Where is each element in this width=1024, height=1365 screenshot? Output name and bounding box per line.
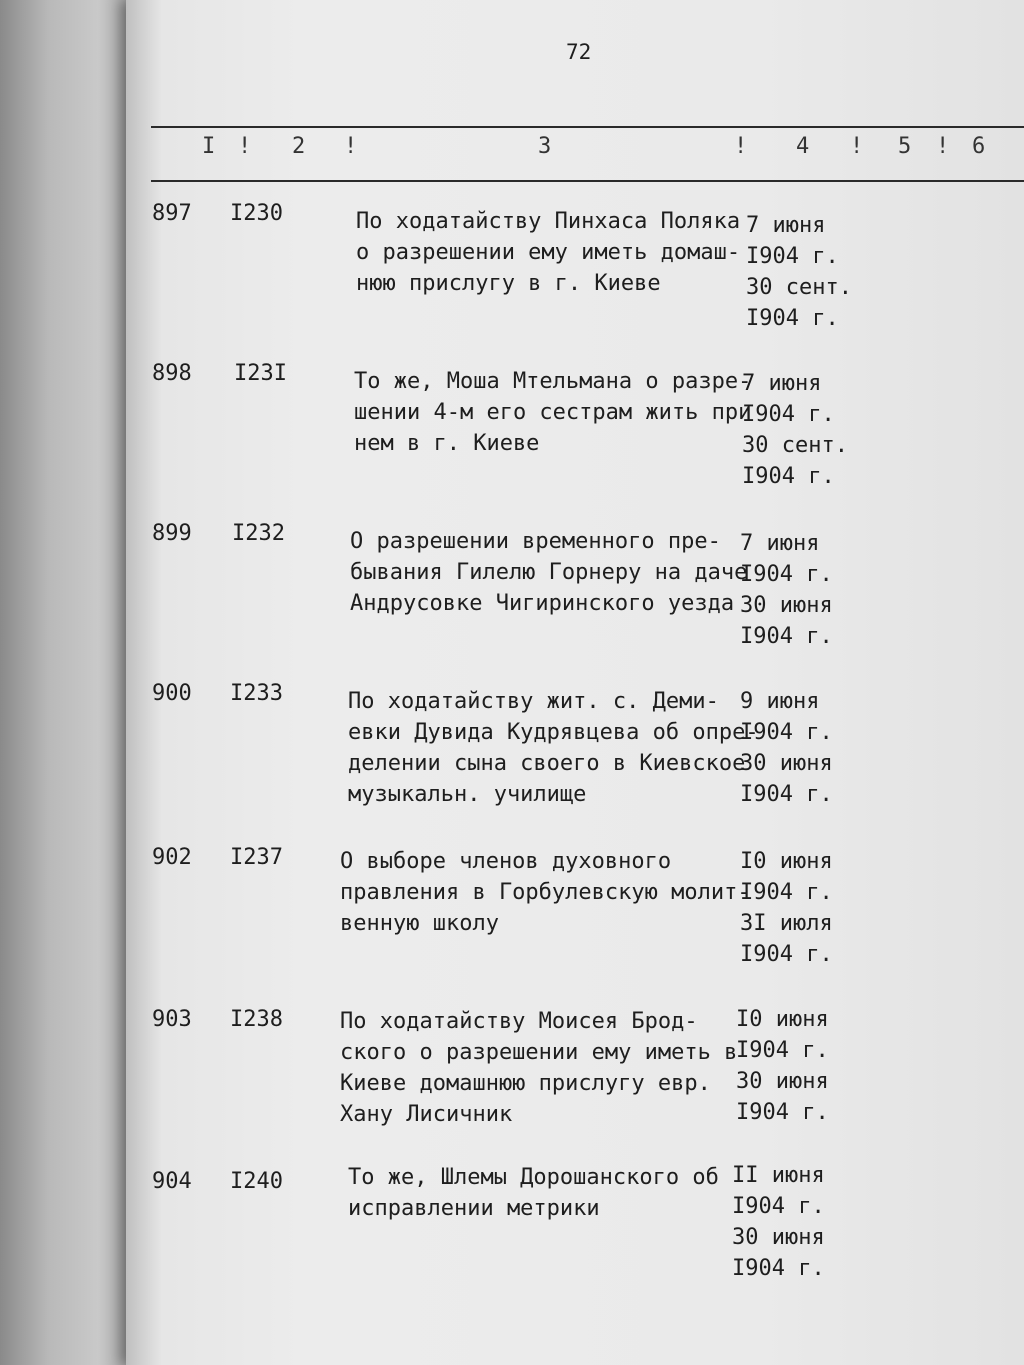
header-top-rule: [151, 126, 1024, 128]
header-sep: !: [344, 134, 358, 159]
header-sep: !: [238, 134, 252, 159]
document-page: [126, 0, 1024, 1365]
entry-dates: 7 июня I904 г. 30 сент. I904 г.: [746, 213, 852, 331]
inventory-number: I233: [230, 681, 283, 706]
entry-dates: 9 июня I904 г. 30 июня I904 г.: [740, 689, 833, 807]
header-col-2: 2: [292, 134, 306, 159]
entry-dates: II июня I904 г. 30 июня I904 г.: [732, 1163, 825, 1281]
entry-number: 904: [152, 1169, 192, 1194]
entry-dates: 7 июня I904 г. 30 июня I904 г.: [740, 531, 833, 649]
header-col-5: 5: [898, 134, 912, 159]
entry-number: 898: [152, 361, 192, 386]
entry-number: 899: [152, 521, 192, 546]
inventory-number: I240: [230, 1169, 283, 1194]
inventory-number: I230: [230, 201, 283, 226]
entry-description: То же, Моша Мтельмана о разре- шении 4-м его сестрам жить при нем в г. Киеве: [354, 369, 752, 456]
inventory-number: I238: [230, 1007, 283, 1032]
header-col-4: 4: [796, 134, 810, 159]
header-col-6: 6: [972, 134, 986, 159]
entry-description: По ходатайству Пинхаса Поляка о разрешении ему иметь домаш- нюю прислугу в г. Киеве: [356, 209, 741, 296]
entry-number: 897: [152, 201, 192, 226]
entry-number: 900: [152, 681, 192, 706]
inventory-number: I237: [230, 845, 283, 870]
entry-description: О разрешении временного пре- бывания Гилелю Горнеру на даче Андрусовке Чигиринского уезда: [350, 529, 748, 616]
entry-number: 902: [152, 845, 192, 870]
header-col-3: 3: [538, 134, 552, 159]
previous-page-edge: [0, 0, 140, 1365]
entry-description: О выборе членов духовного правления в Горбулевскую молит- венную школу: [340, 849, 751, 936]
header-col-1: I: [202, 134, 216, 159]
page-number: 72: [566, 40, 592, 64]
entry-number: 903: [152, 1007, 192, 1032]
entry-description: То же, Шлемы Дорошанского об исправлении метрики: [348, 1165, 719, 1221]
header-bottom-rule: [151, 180, 1024, 182]
header-sep: !: [734, 134, 748, 159]
entry-description: По ходатайству жит. с. Деми- евки Дувида Кудрявцева об опре- делении сына своего в Киевское музыкальн. училище: [348, 689, 759, 807]
inventory-number: I23I: [234, 361, 287, 386]
header-sep: !: [936, 134, 950, 159]
header-sep: !: [850, 134, 864, 159]
entry-dates: I0 июня I904 г. 3I июля I904 г.: [740, 849, 833, 967]
entry-dates: I0 июня I904 г. 30 июня I904 г.: [736, 1007, 829, 1125]
entry-description: По ходатайству Моисея Брод- ского о разрешении ему иметь в Киеве домашнюю прислугу евр. Хану Лисичник: [340, 1009, 738, 1127]
entry-dates: 7 июня I904 г. 30 сент. I904 г.: [742, 371, 848, 489]
inventory-number: I232: [232, 521, 285, 546]
